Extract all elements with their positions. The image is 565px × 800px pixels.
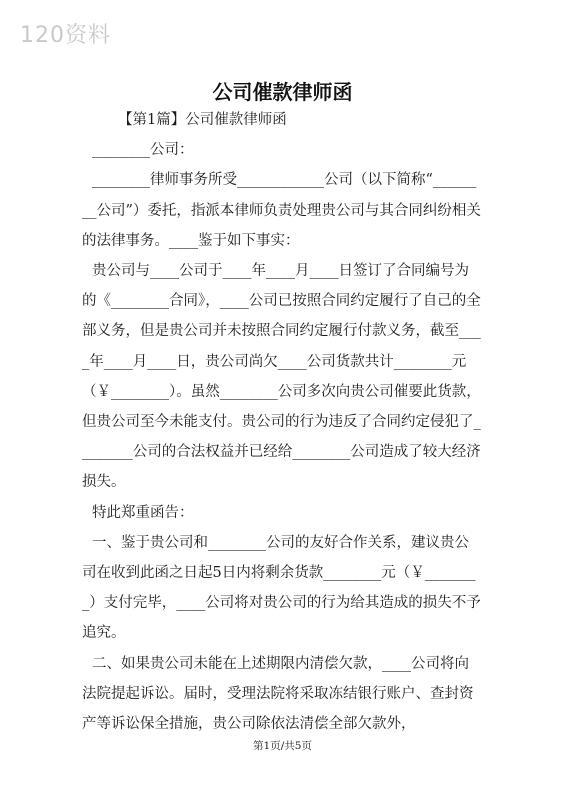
paragraph-notice: 特此郑重函告： (92, 504, 194, 521)
document-body (82, 105, 482, 739)
watermark: 120资料 (20, 23, 111, 48)
salutation: ________公司： (92, 142, 194, 159)
paragraph-facts: 贵公司与____公司于____年____月____日签订了合同编号为的《________合同》，____公司已按照合同约定履行了自己的全部义务，但是贵公司并未按照合同约定履行付款义务，截至____年____月____日，贵公司尚欠____公司货款共计________元（￥________）。虽然________公司多次向贵公司催要此货款，但贵公司至今未能支付。贵公司的行为违反了合同约定侵犯了________公司的合法权益并已经给________公司造成了较大经济损失。 (82, 263, 481, 491)
paragraph-item-1: 一、鉴于贵公司和________公司的友好合作关系，建议贵公司在收到此函之日起5日内将剩余货款________元（￥________）支付完毕，____公司将对贵公司的行为给其造成的损失不予追究。 (82, 534, 481, 642)
page-footer: 第1页/共5页 (253, 740, 312, 752)
paragraph-intro: ________律师事务所受____________公司（以下简称“________公司”）委托，指派本律师负责处理贵公司与其合同纠纷相关的法律事务。____鉴于如下事实： (82, 172, 481, 249)
section-heading: 【第1篇】公司催款律师函 (118, 112, 287, 128)
document-title: 公司催款律师函 (212, 80, 353, 104)
paragraph-item-2: 二、如果贵公司未能在上述期限内清偿欠款，____公司将向法院提起诉讼。届时，受理法院将采取冻结银行账户、查封资产等诉讼保全措施，贵公司除依法清偿全部欠款外， (82, 655, 474, 733)
